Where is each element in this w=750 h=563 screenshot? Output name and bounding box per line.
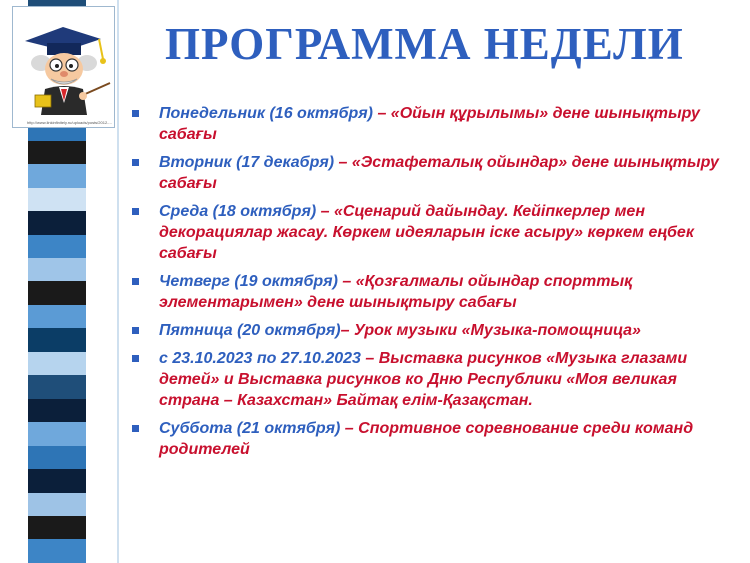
- bullet-square-icon: [132, 159, 139, 166]
- bullet-square-icon: [132, 425, 139, 432]
- schedule-event: – «Ойын құрылымы» дене шынықтыру сабағы: [159, 105, 700, 143]
- page-title: ПРОГРАММА НЕДЕЛИ: [165, 19, 684, 69]
- schedule-item: [132, 271, 732, 313]
- schedule-event: – «Қозғалмалы ойындар спорттық элементарымен» дене шынықтыру сабағы: [159, 273, 633, 311]
- logo-caption: http://www.linkinfinitely.ru/uploads/posts/2012-...: [27, 120, 112, 125]
- schedule-day: Понедельник (16 октября): [159, 105, 373, 122]
- schedule-day: Среда (18 октября): [159, 203, 317, 220]
- decorative-stripe: [28, 164, 86, 187]
- decorative-stripe: [28, 399, 86, 422]
- divider-line: [117, 0, 119, 563]
- schedule-list: [132, 103, 732, 467]
- decorative-stripe: [28, 422, 86, 445]
- decorative-stripe: [28, 211, 86, 234]
- decorative-stripe: [28, 141, 86, 164]
- bullet-square-icon: [132, 110, 139, 117]
- bullet-square-icon: [132, 208, 139, 215]
- decorative-stripe: [28, 235, 86, 258]
- schedule-day: Пятница (20 октября): [159, 322, 341, 339]
- decorative-stripe: [28, 188, 86, 211]
- schedule-event: – «Эстафеталық ойындар» дене шынықтыру сабағы: [159, 154, 719, 192]
- schedule-event: – «Сценарий дайындау. Кейіпкерлер мен декорациялар жасау. Көркем идеяларын іске асыру» көркем еңбек сабағы: [159, 203, 694, 262]
- schedule-item: [132, 103, 732, 145]
- decorative-stripe: [28, 493, 86, 516]
- professor-mascot-icon: [13, 7, 114, 119]
- bullet-square-icon: [132, 278, 139, 285]
- schedule-day: Четверг (19 октября): [159, 273, 338, 290]
- decorative-stripe: [28, 375, 86, 398]
- bullet-square-icon: [132, 355, 139, 362]
- schedule-event: – Спортивное соревнование среди команд родителей: [159, 420, 694, 458]
- decorative-stripe: [28, 305, 86, 328]
- decorative-stripe: [28, 446, 86, 469]
- decorative-stripe: [28, 469, 86, 492]
- schedule-item: [132, 320, 732, 341]
- logo-image: [12, 6, 115, 128]
- schedule-day: с 23.10.2023 по 27.10.2023: [159, 350, 361, 367]
- decorative-stripe: [28, 539, 86, 562]
- schedule-day: Вторник (17 декабря): [159, 154, 335, 171]
- decorative-stripe: [28, 281, 86, 304]
- schedule-item: [132, 201, 732, 264]
- schedule-event: – Выставка рисунков «Музыка глазами детей» и Выставка рисунков ко Дню Республики «Моя великая страна – Казахстан» Байтақ елім-Қазақстан.: [159, 350, 688, 409]
- schedule-event: – Урок музыки «Музыка-помощница»: [340, 322, 641, 339]
- schedule-item: [132, 418, 732, 460]
- decorative-stripe: [28, 516, 86, 539]
- schedule-item: [132, 152, 732, 194]
- schedule-day: Суббота (21 октября): [159, 420, 341, 437]
- decorative-stripe: [28, 258, 86, 281]
- decorative-stripe: [28, 328, 86, 351]
- bullet-square-icon: [132, 327, 139, 334]
- decorative-stripe: [28, 352, 86, 375]
- schedule-item: [132, 348, 732, 411]
